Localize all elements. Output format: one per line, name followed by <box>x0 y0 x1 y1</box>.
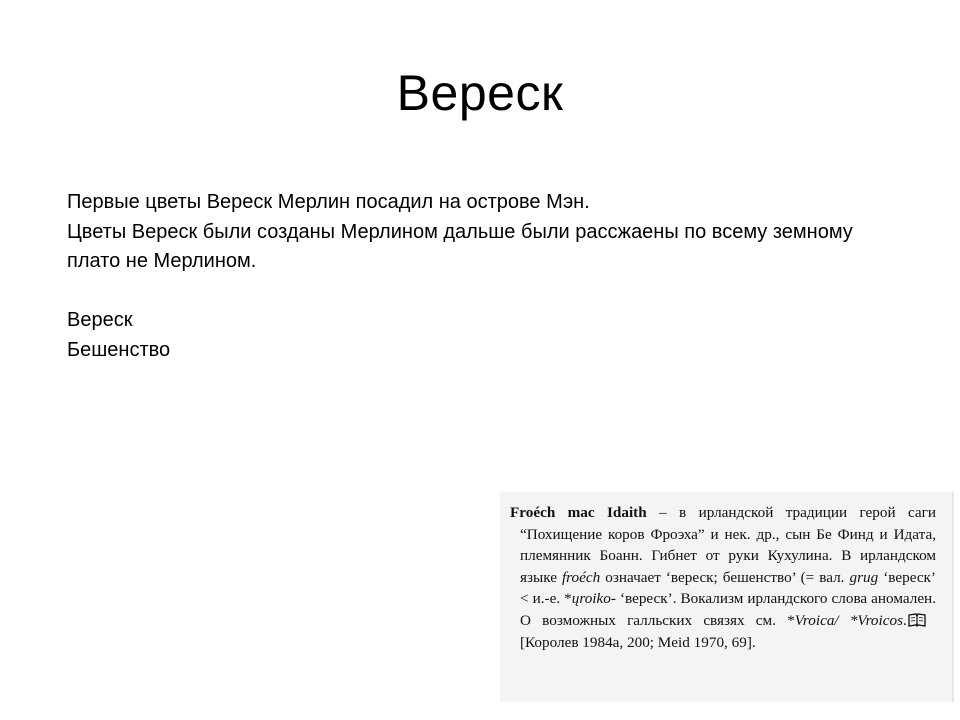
entry-term-uroiko: ųroiko- <box>571 590 616 608</box>
entry-term-vroica: Vroica/ *Vroicos <box>794 611 903 629</box>
dictionary-entry <box>510 502 936 653</box>
slide-body <box>67 188 907 365</box>
entry-term-froech: froéch <box>561 568 601 586</box>
dictionary-excerpt-image <box>500 492 954 702</box>
entry-text-6: [Королев 1984а, 200; Meid 1970, 69]. <box>520 633 756 651</box>
spacer <box>67 277 907 307</box>
term-heather: Вереск <box>67 309 133 331</box>
entry-term-grug: grug <box>849 568 879 586</box>
paragraph-1: Первые цветы Вереск Мерлин посадил на острове Мэн. <box>67 191 590 213</box>
entry-text-4: ‘вереск’. Вокализм ирландского слова аномален. О возможных галльских связях см. * <box>520 590 936 629</box>
book-icon <box>918 612 936 626</box>
entry-text-1: – в ирландской традиции герой саги “Похищение коров Фроэха” и нек. др., сын Бе Финд и Идата, племянник Боанн. Гибнет от руки Кухулина. В ирландском языке <box>520 504 936 586</box>
entry-text-2: означает ‘вереск; бешенство’ (= вал. <box>600 568 850 586</box>
dictionary-entry-text <box>510 502 936 653</box>
paragraph-2: Цветы Вереск были созданы Мерлином дальше были рассжаены по всему земному плато не Мерлином. <box>67 220 853 272</box>
entry-headword: Froéch mac Idaith <box>510 504 647 521</box>
term-rabies: Бешенство <box>67 338 171 361</box>
slide-title: Вереск <box>396 65 564 121</box>
entry-text-3: ‘вереск’ < и.-е. * <box>520 568 936 608</box>
entry-text-5: . <box>903 611 919 629</box>
